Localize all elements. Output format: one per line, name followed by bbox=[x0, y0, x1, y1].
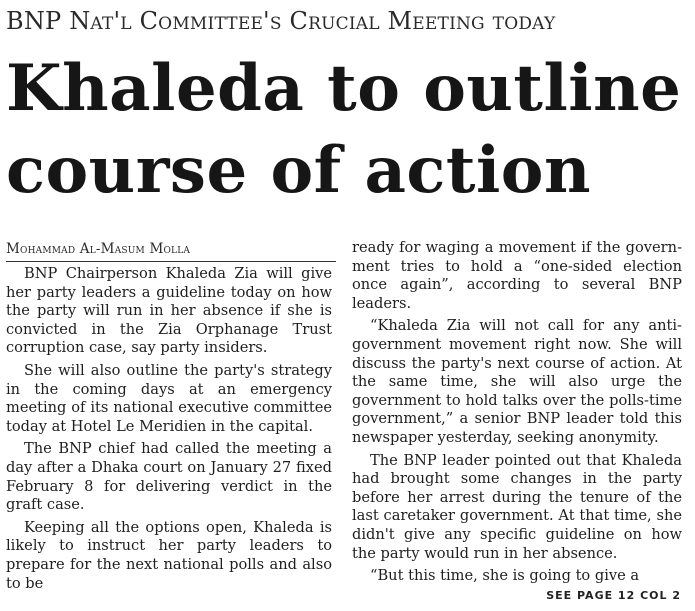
left-paragraph-2: She will also outline the party's strategy in the coming days at an emergency meeting of its national executive committee today at Hotel Le Meridien in the capital. bbox=[6, 361, 332, 435]
headline-line-2: course of action bbox=[6, 133, 591, 208]
left-column bbox=[6, 265, 332, 593]
right-paragraph-4: “But this time, she is going to give a bbox=[370, 567, 640, 585]
right-column bbox=[352, 239, 682, 586]
right-paragraph-2: “Khaleda Zia will not call for any anti-government movement right now. She will discuss the party's next course of action. At the same time, she will also urge the government to hold talks over the polls-time government,” a senior BNP leader told this newspaper yesterday, seeking anonymity. bbox=[352, 317, 682, 446]
continued-on-page-label[interactable]: SEE PAGE 12 COL 2 bbox=[546, 589, 681, 602]
byline: Mohammad Al-Masum Molla bbox=[6, 241, 191, 257]
left-paragraph-4: Keeping all the options open, Khaleda is likely to instruct her party leaders to prepare for the next national polls and also to be bbox=[6, 518, 332, 592]
headline bbox=[6, 48, 690, 212]
byline-rule bbox=[6, 261, 336, 262]
right-paragraph-1: ready for waging a movement if the government tries to hold a “one-sided election once again”, according to several BNP leaders. bbox=[352, 239, 682, 312]
left-paragraph-3: The BNP chief had called the meeting a day after a Dhaka court on January 27 fixed February 8 for delivering verdict in the graft case. bbox=[6, 440, 332, 514]
headline-line-1: Khaleda to outline bbox=[6, 51, 682, 126]
kicker-headline: BNP Nat'l Committee's Crucial Meeting today bbox=[6, 7, 556, 35]
left-paragraph-1: BNP Chairperson Khaleda Zia will give her party leaders a guideline today on how the party will run in her absence if she is convicted in the Zia Orphanage Trust corruption case, say party insiders. bbox=[6, 265, 332, 357]
right-paragraph-3: The BNP leader pointed out that Khaleda had brought some changes in the party before her arrest during the tenure of the last caretaker government. At that time, she didn't give any specific guideline on how the party would run in her absence. bbox=[352, 451, 682, 562]
